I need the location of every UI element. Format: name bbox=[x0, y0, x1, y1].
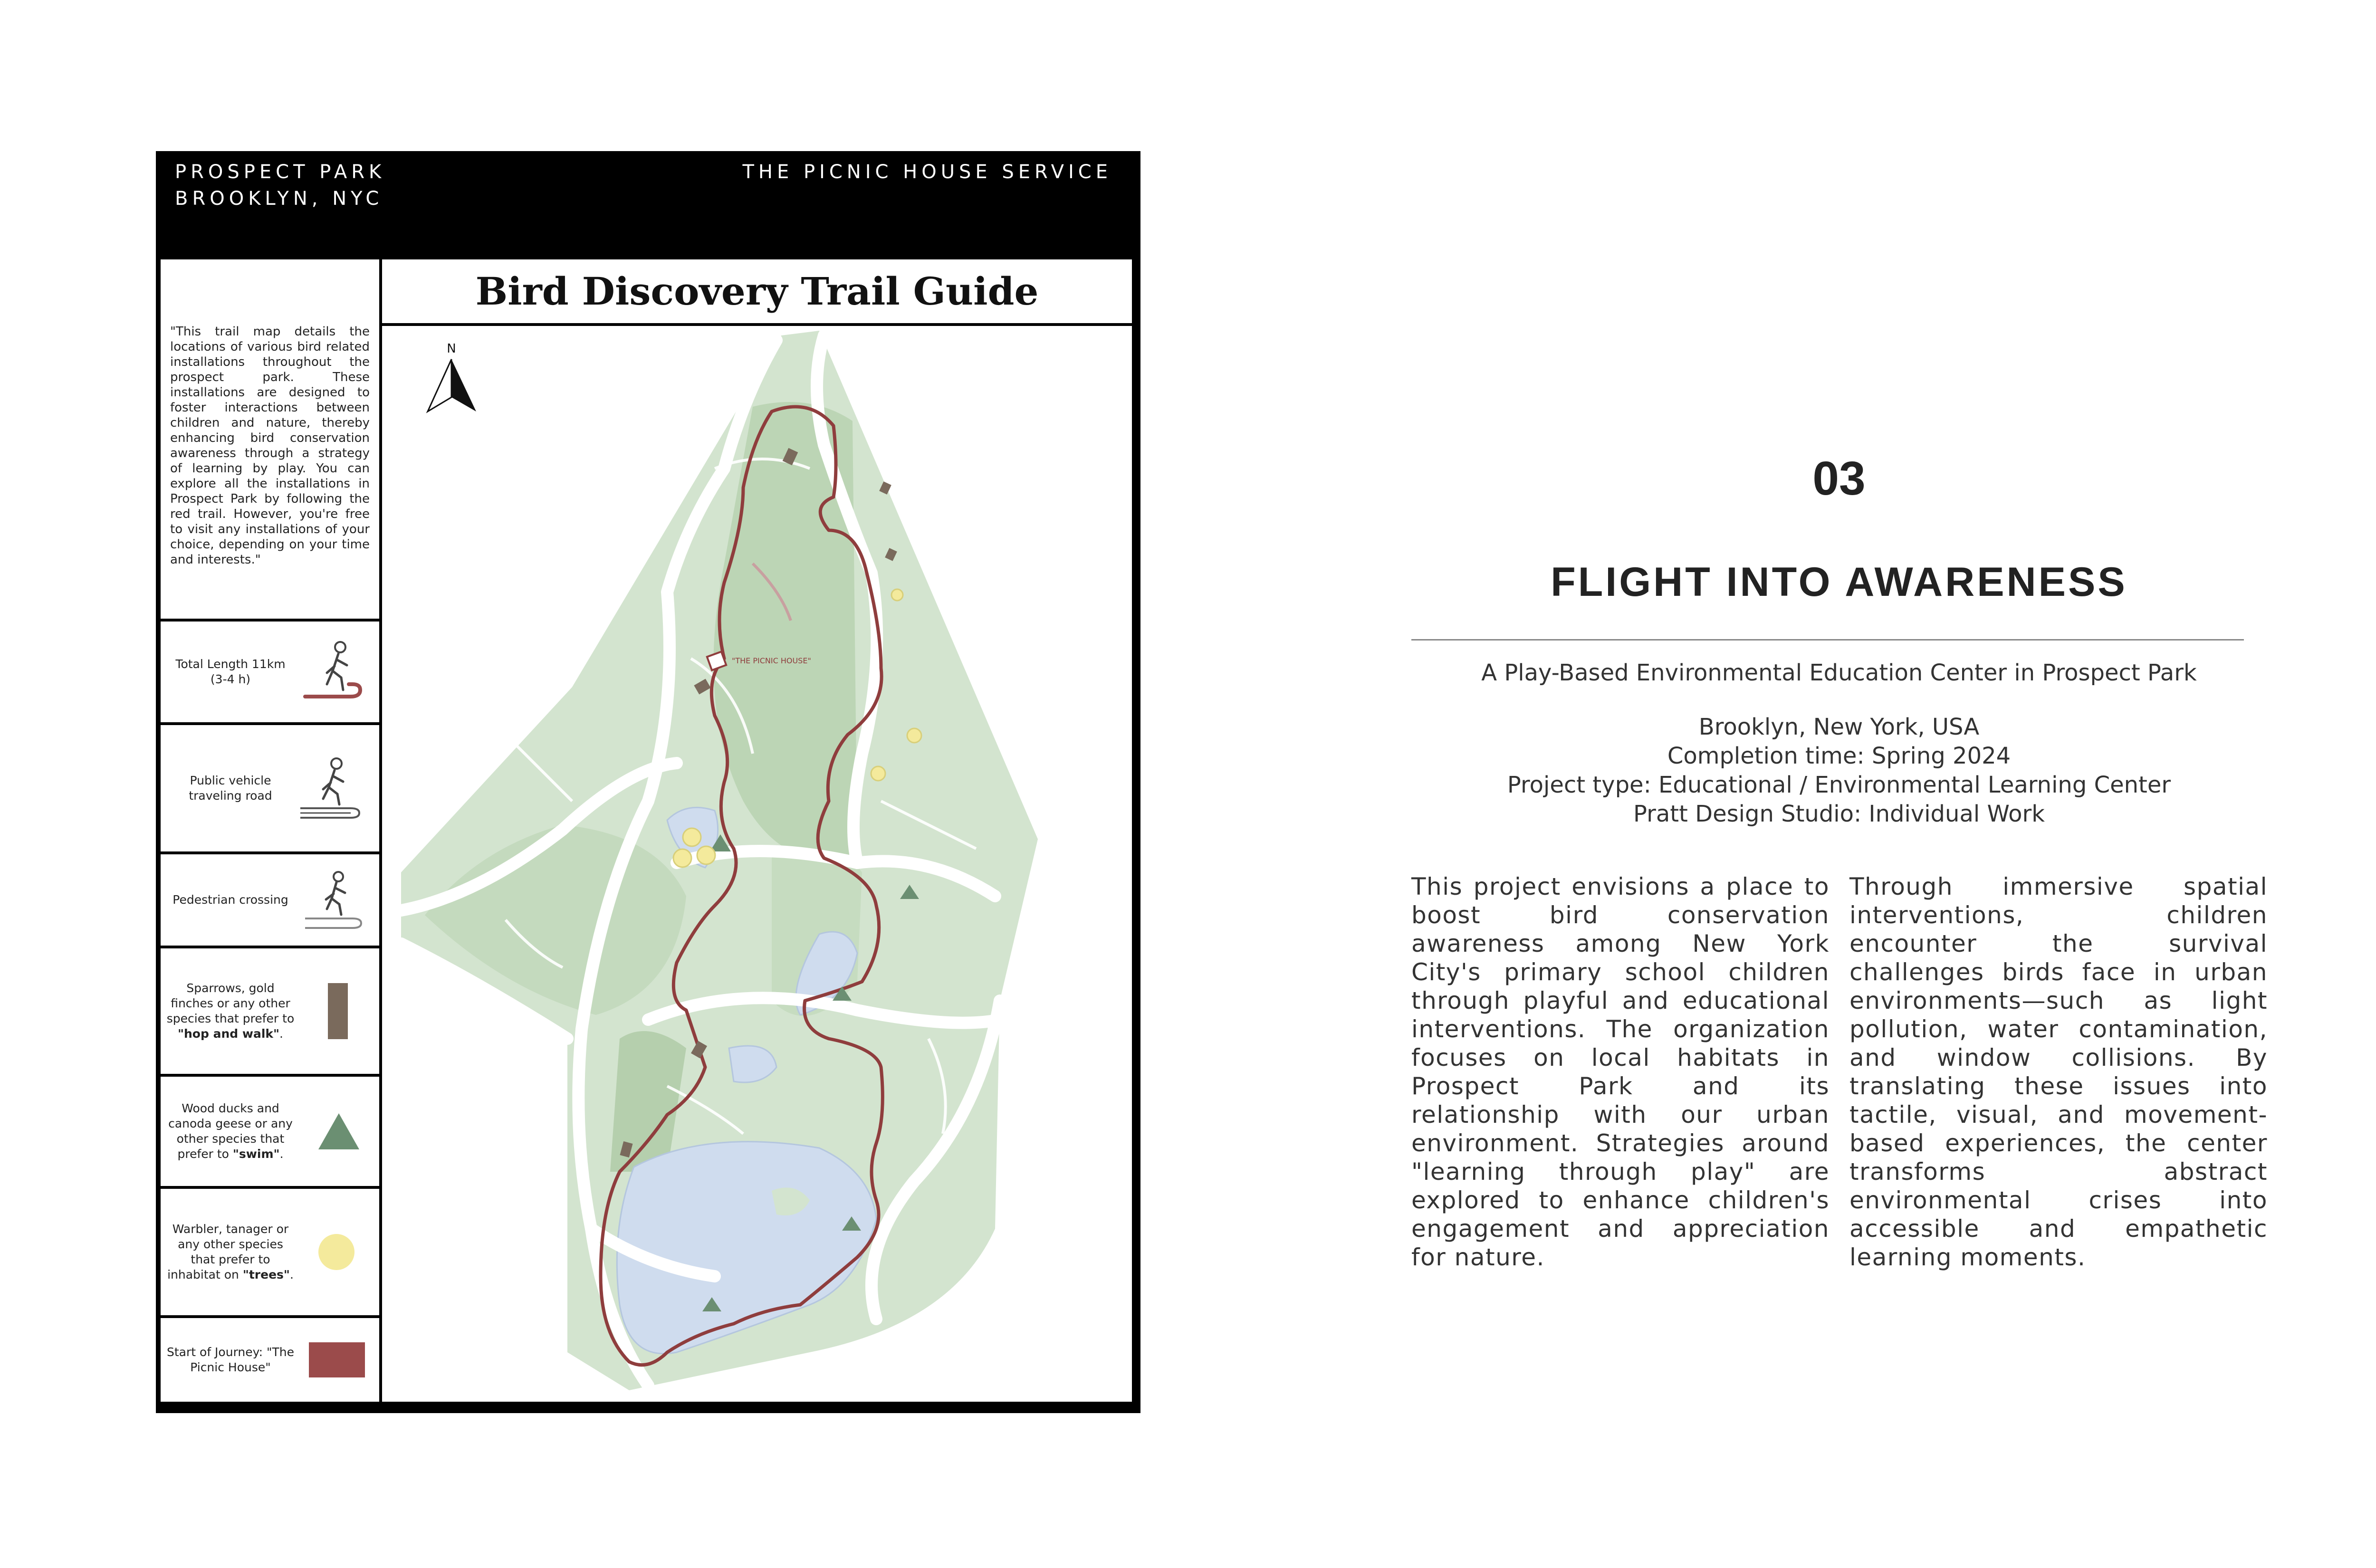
red-rectangle-marker bbox=[309, 1342, 365, 1377]
tree-marker[interactable] bbox=[683, 828, 701, 846]
project-description-right: Through immersive spatial interventions, children encounter the survival challenges birds face in urban environments—such as light pollution, water contamination, and window collisions. By translating these issues into tactile, visual, and movement-based experiences, the center transforms abstract environmental crises into accessible and empathetic learning moments. bbox=[1849, 873, 2268, 1271]
header-city: BROOKLYN, NYC bbox=[175, 188, 383, 210]
tree-marker[interactable] bbox=[673, 849, 691, 867]
north-label: N bbox=[447, 342, 456, 356]
tree-marker[interactable] bbox=[697, 846, 715, 864]
legend-text: Warbler, tanager or any other species that prefer to inhabitat on "trees". bbox=[167, 1222, 294, 1281]
project-studio: Pratt Design Studio: Individual Work bbox=[1633, 801, 2045, 827]
legend-text: Wood ducks and canoda geese or any other species that prefer to "swim". bbox=[168, 1101, 293, 1161]
legend-text: Public vehicle traveling road bbox=[189, 774, 272, 803]
title-divider bbox=[1411, 639, 2244, 641]
project-subtitle: A Play-Based Environmental Education Center in Prospect Park bbox=[1481, 660, 2197, 686]
walking-trail-icon bbox=[303, 639, 365, 705]
brown-rectangle-marker bbox=[328, 983, 348, 1039]
map-title: Bird Discovery Trail Guide bbox=[382, 259, 1132, 326]
legend-column bbox=[161, 259, 382, 1402]
picnic-house-label: "THE PICNIC HOUSE" bbox=[732, 656, 811, 665]
legend-text: Start of Journey: "The Picnic House" bbox=[167, 1345, 294, 1374]
legend-text: Total Length 11km (3-4 h) bbox=[175, 657, 286, 686]
project-number: 03 bbox=[1812, 452, 1866, 505]
tree-marker[interactable] bbox=[907, 728, 921, 743]
trail-guide-board bbox=[156, 151, 1140, 1413]
project-meta bbox=[1411, 713, 2267, 829]
project-type: Project type: Educational / Environmental Learning Center bbox=[1507, 772, 2171, 798]
legend-row-start bbox=[161, 1315, 379, 1402]
legend-row-pedestrian-crossing bbox=[161, 851, 379, 946]
tree-marker[interactable] bbox=[891, 589, 903, 601]
board-body bbox=[161, 259, 1132, 1402]
yellow-circle-marker bbox=[317, 1233, 355, 1271]
north-arrow-icon bbox=[428, 359, 476, 411]
legend-row-swim bbox=[161, 1074, 379, 1186]
project-completion: Completion time: Spring 2024 bbox=[1667, 743, 2011, 769]
legend-text: Pedestrian crossing bbox=[172, 893, 288, 907]
header-park-name: PROSPECT PARK bbox=[175, 161, 386, 183]
legend-text: Sparrows, gold finches or any other species that prefer to "hop and walk". bbox=[166, 981, 295, 1041]
green-triangle-marker bbox=[317, 1112, 360, 1150]
project-location: Brooklyn, New York, USA bbox=[1698, 714, 1980, 740]
walking-road-icon bbox=[298, 755, 365, 822]
park-map bbox=[382, 326, 1132, 1402]
legend-row-trees bbox=[161, 1186, 379, 1315]
intro-text: "This trail map details the locations of various bird related installations throughout the prospect park. These installations are designed to foster interactions between children and nature, thereby enhancing bird conservation awareness through a strategy of learning by play. You can explore all the installations in Prospect Park by following the red trail. However, you're free to visit any installations of your choice, depending on your time and interests." bbox=[170, 325, 370, 567]
legend-row-vehicle-road bbox=[161, 722, 379, 851]
project-description-left: This project envisions a place to boost bird conservation awareness among New York City's primary school children through playful and educational interventions. The organization focuses on local habitats in Prospect Park and its relationship with our urban environment. Strategies around "learning through play" are explored to enhance children's engagement and appreciation for nature. bbox=[1411, 873, 1830, 1271]
header-location bbox=[175, 159, 385, 212]
header-service: THE PICNIC HOUSE SERVICE bbox=[742, 161, 1112, 183]
legend-row-hop-walk bbox=[161, 946, 379, 1074]
board-header bbox=[156, 151, 1140, 259]
legend-row-total-length bbox=[161, 619, 379, 722]
map-column bbox=[382, 259, 1132, 1402]
project-title: FLIGHT INTO AWARENESS bbox=[1551, 559, 2127, 605]
tree-marker[interactable] bbox=[871, 766, 885, 781]
pedestrian-crossing-icon bbox=[303, 869, 365, 931]
